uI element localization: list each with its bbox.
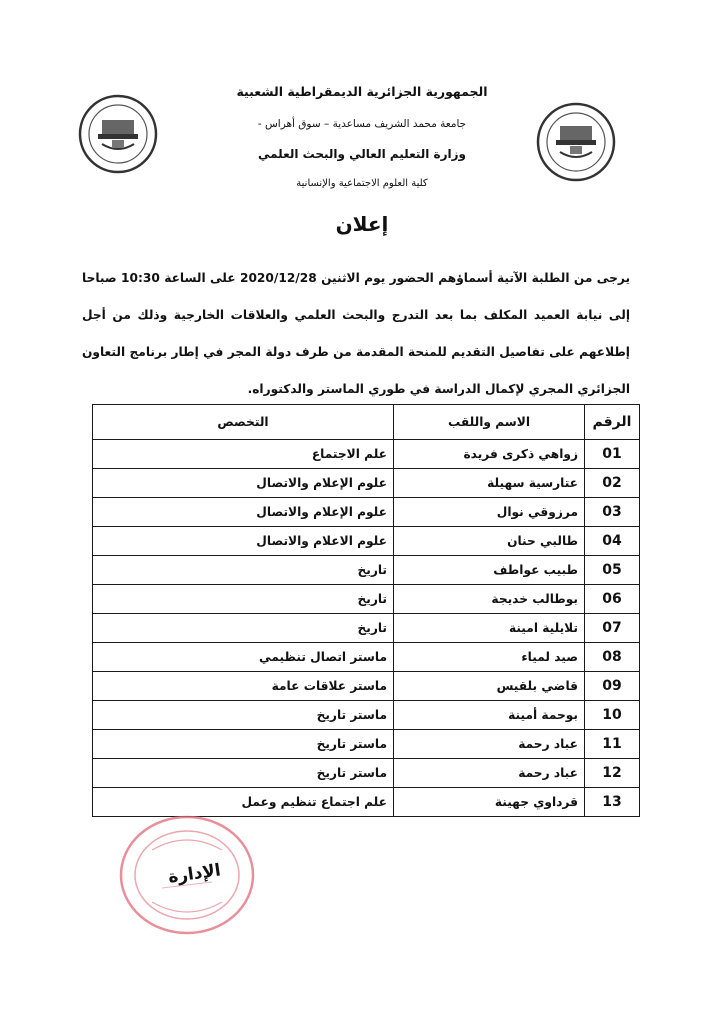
student-name: طالبي حنان bbox=[394, 527, 585, 556]
student-specialty: علوم الاعلام والاتصال bbox=[93, 527, 394, 556]
university-seal-logo bbox=[76, 92, 160, 176]
student-name: زواهي ذكرى فريدة bbox=[394, 440, 585, 469]
student-number: 08 bbox=[585, 643, 640, 672]
table-row bbox=[93, 730, 640, 759]
student-number: 09 bbox=[585, 672, 640, 701]
student-name: عباد رحمة bbox=[394, 759, 585, 788]
table-row bbox=[93, 498, 640, 527]
student-specialty: ماستر تاريخ bbox=[93, 701, 394, 730]
student-name: طبيب عواطف bbox=[394, 556, 585, 585]
table-header-row bbox=[93, 405, 640, 440]
student-name: عباد رحمة bbox=[394, 730, 585, 759]
table-row bbox=[93, 527, 640, 556]
table-row bbox=[93, 469, 640, 498]
column-header-number: الرقم bbox=[585, 405, 640, 440]
administration-signature: الإدارة bbox=[166, 860, 222, 888]
table-row bbox=[93, 440, 640, 469]
table-row bbox=[93, 672, 640, 701]
student-specialty: ماستر اتصال تنظيمي bbox=[93, 643, 394, 672]
student-specialty: ماستر تاريخ bbox=[93, 759, 394, 788]
student-name: قاضي بلقيس bbox=[394, 672, 585, 701]
student-name: تلايلية امينة bbox=[394, 614, 585, 643]
announcement-title: إعلان bbox=[335, 212, 389, 236]
student-number: 01 bbox=[585, 440, 640, 469]
table-row bbox=[93, 585, 640, 614]
student-specialty: ماستر علاقات عامة bbox=[93, 672, 394, 701]
table-row bbox=[93, 759, 640, 788]
student-number: 03 bbox=[585, 498, 640, 527]
student-specialty: ماستر تاريخ bbox=[93, 730, 394, 759]
student-specialty: تاريخ bbox=[93, 556, 394, 585]
student-name: عتارسية سهيلة bbox=[394, 469, 585, 498]
column-header-specialty: التخصص bbox=[93, 405, 394, 440]
student-number: 13 bbox=[585, 788, 640, 817]
student-number: 04 bbox=[585, 527, 640, 556]
student-specialty: علوم الإعلام والاتصال bbox=[93, 469, 394, 498]
student-number: 12 bbox=[585, 759, 640, 788]
student-number: 11 bbox=[585, 730, 640, 759]
student-number: 10 bbox=[585, 701, 640, 730]
table-row bbox=[93, 701, 640, 730]
student-specialty: تاريخ bbox=[93, 614, 394, 643]
student-number: 02 bbox=[585, 469, 640, 498]
students-table bbox=[92, 404, 640, 817]
table-row bbox=[93, 556, 640, 585]
student-number: 05 bbox=[585, 556, 640, 585]
student-name: صيد لمياء bbox=[394, 643, 585, 672]
student-number: 06 bbox=[585, 585, 640, 614]
student-specialty: تاريخ bbox=[93, 585, 394, 614]
faculty-name: كلية العلوم الاجتماعية والإنسانية bbox=[296, 178, 428, 189]
student-specialty: علم الاجتماع bbox=[93, 440, 394, 469]
ministry-name: وزارة التعليم العالي والبحث العلمي bbox=[257, 147, 467, 161]
university-seal-logo bbox=[534, 100, 618, 184]
student-specialty: علم اجتماع تنظيم وعمل bbox=[93, 788, 394, 817]
student-name: بوطالب خديجة bbox=[394, 585, 585, 614]
announcement-body: يرجى من الطلبة الآتية أسماؤهم الحضور يوم الاثنين 2020/12/28 على الساعة 10:30 صباحا إلى نيابة العميد المكلف بما بعد التدرج والبحث العلمي والعلاقات الخارجية وذلك من أجل إطلاعهم على تفاصيل التقديم للمنحة المقدمة من طرف دولة المجر في إطار برنامج التعاون الجزائري المجري لإكمال الدراسة في طوري الماستر والدكتوراه. bbox=[82, 271, 631, 396]
student-name: مرزوقي نوال bbox=[394, 498, 585, 527]
table-row bbox=[93, 614, 640, 643]
student-name: قرداوي جهينة bbox=[394, 788, 585, 817]
column-header-name: الاسم واللقب bbox=[394, 405, 585, 440]
university-name: جامعة محمد الشريف مساعدية – سوق أهراس - bbox=[257, 118, 467, 130]
student-name: بوحمة أمينة bbox=[394, 701, 585, 730]
republic-heading: الجمهورية الجزائرية الديمقراطية الشعبية bbox=[236, 84, 488, 99]
student-specialty: علوم الإعلام والاتصال bbox=[93, 498, 394, 527]
student-number: 07 bbox=[585, 614, 640, 643]
table-row bbox=[93, 643, 640, 672]
